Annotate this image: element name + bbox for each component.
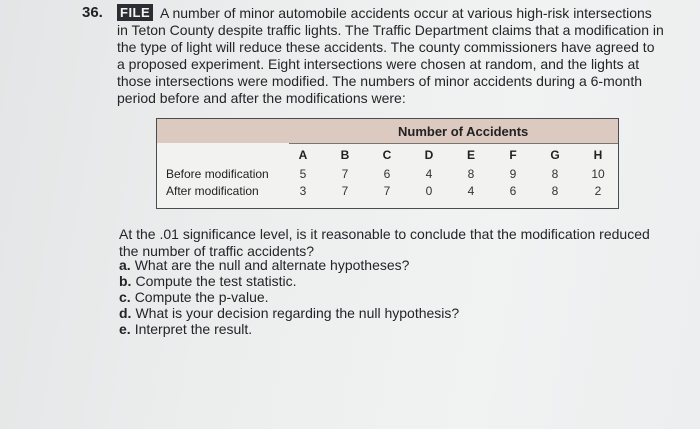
column-header-d: D <box>424 148 434 162</box>
table-title: Number of Accidents <box>398 124 529 139</box>
table-cell: 6 <box>383 167 391 181</box>
row-label-before: Before modification <box>166 167 269 181</box>
table-cell: 8 <box>551 184 559 198</box>
part-text: What is your decision regarding the null hypothesis? <box>135 305 460 321</box>
column-header-b: B <box>340 148 350 162</box>
table-header-band <box>157 119 618 143</box>
part-letter: e. <box>119 321 131 337</box>
part-text: What are the null and alternate hypotheses? <box>134 257 410 273</box>
table-cell: 0 <box>425 184 433 198</box>
file-badge: FILE <box>117 4 153 21</box>
part-text: Compute the test statistic. <box>135 273 297 289</box>
part-letter: b. <box>119 273 132 289</box>
part-letter: a. <box>119 257 131 273</box>
table-cell: 7 <box>383 184 391 198</box>
column-header-f: F <box>509 148 517 162</box>
part-d <box>119 305 459 322</box>
table-cell: 8 <box>467 167 475 181</box>
part-c <box>119 289 269 306</box>
part-text: Interpret the result. <box>134 321 253 337</box>
part-text: Compute the p-value. <box>134 289 269 305</box>
part-a <box>119 257 409 274</box>
table-cell: 5 <box>299 167 307 181</box>
part-e <box>119 321 252 338</box>
accidents-table <box>156 118 619 209</box>
table-cell: 3 <box>299 184 307 198</box>
column-header-a: A <box>298 148 308 162</box>
column-header-e: E <box>466 148 475 162</box>
table-cell: 7 <box>341 184 349 198</box>
column-header-c: C <box>382 148 392 162</box>
column-header-h: H <box>593 148 603 162</box>
table-cell: 10 <box>591 167 605 181</box>
part-letter: d. <box>119 305 132 321</box>
table-cell: 8 <box>551 167 559 181</box>
table-cell: 7 <box>341 167 349 181</box>
table-cell: 4 <box>425 167 433 181</box>
question-text: At the .01 significance level, is it reasonable to conclude that the modification reduced the number of traffic accidents? <box>119 226 650 259</box>
table-header-rule <box>289 143 618 144</box>
row-label-after: After modification <box>166 184 259 198</box>
column-header-g: G <box>550 148 560 162</box>
table-cell: 4 <box>467 184 475 198</box>
table-cell: 2 <box>594 184 602 198</box>
part-b <box>119 273 297 290</box>
problem-text: A number of minor automobile accidents occur at various high-risk intersections in Teton County despite traffic lights. The Traffic Department claims that a modification in the type of light will reduce these accidents. The county commissioners have agreed to a proposed experiment. Eight intersections were chosen at random, and the lights at those intersections were modified. The numbers of minor accidents during a 6-month period before and after the modifications were: <box>117 5 664 106</box>
problem-number: 36. <box>82 4 103 21</box>
table-cell: 9 <box>509 167 517 181</box>
table-cell: 6 <box>509 184 517 198</box>
part-letter: c. <box>119 289 131 305</box>
